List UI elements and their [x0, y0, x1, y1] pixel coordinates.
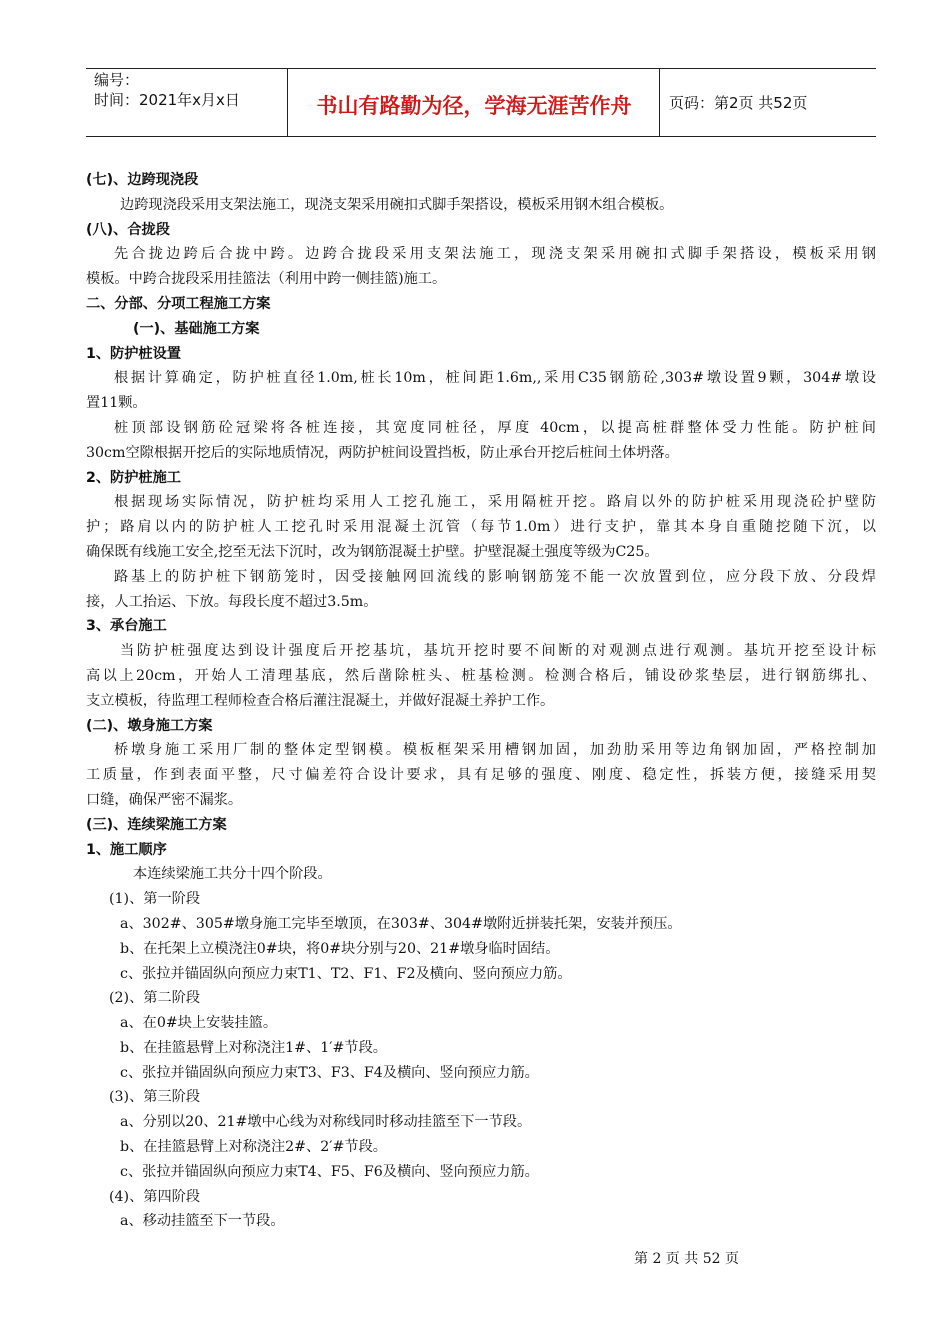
stage-heading: (2)、第二阶段 — [109, 990, 201, 1007]
paragraph-line: 根据现场实际情况，防护桩均采用人工挖孔施工，采用隔桩开挖。路肩以外的防护桩采用现浇砼护壁防 — [114, 494, 876, 511]
stage-step: a、分别以20、21#墩中心线为对称线同时移动挂篮至下一节段。 — [120, 1114, 532, 1131]
paragraph-line: 接，人工抬运、下放。每段长度不超过3.5m。 — [86, 593, 378, 610]
doc-number-label: 编号： — [94, 71, 140, 89]
stage-step: b、在挂篮悬臂上对称浇注1#、1′#节段。 — [120, 1039, 387, 1056]
header-divider-left — [287, 68, 288, 136]
paragraph-line: 边跨现浇段采用支架法施工，现浇支架采用碗扣式脚手架搭设，模板采用钢木组合模板。 — [120, 196, 674, 213]
header-meta — [94, 70, 240, 110]
header-page-number: 页码：第2页 共52页 — [669, 94, 808, 112]
paragraph-line: 高以上20cm，开始人工清理基底，然后凿除桩头、桩基检测。检测合格后，铺设砂浆垫层，进行钢筋绑扎、 — [86, 667, 876, 684]
doc-time-label: 时间：2021年x月x日 — [94, 91, 240, 109]
stage-step: c、张拉并锚固纵向预应力束T4、F5、F6及横向、竖向预应力筋。 — [120, 1163, 539, 1180]
item-heading: 3、承台施工 — [86, 618, 167, 635]
paragraph-line: 桩顶部设钢筋砼冠梁将各桩连接，其宽度同桩径，厚度 40cm，以提高桩群整体受力性能。防护桩间 — [114, 419, 876, 436]
paragraph-line: 本连续梁施工共分十四个阶段。 — [133, 866, 332, 883]
subsection-heading: (一)、基础施工方案 — [133, 320, 260, 337]
chapter-heading: 二、分部、分项工程施工方案 — [86, 295, 271, 312]
stage-step: c、张拉并锚固纵向预应力束T3、F3、F4及横向、竖向预应力筋。 — [120, 1064, 539, 1081]
paragraph-line: 桥墩身施工采用厂制的整体定型钢模。模板框架采用槽钢加固，加劲肋采用等边角钢加固，严格控制加 — [114, 742, 876, 759]
header-bottom-rule — [86, 136, 876, 137]
paragraph-line: 根据计算确定，防护桩直径1.0m,桩长10m，桩间距1.6m,,采用C35钢筋砼,303#墩设置9颗，304#墩设 — [114, 370, 876, 387]
paragraph-line: 先合拢边跨后合拢中跨。边跨合拢段采用支架法施工，现浇支架采用碗扣式脚手架搭设，模板采用钢 — [114, 246, 876, 263]
paragraph-line: 护；路肩以内的防护桩人工挖孔时采用混凝土沉管（每节1.0m）进行支护，靠其本身自重随挖随下沉，以 — [86, 519, 876, 536]
paragraph-line: 支立模板，待监理工程师检查合格后灌注混凝土，并做好混凝土养护工作。 — [86, 692, 555, 709]
stage-heading: (4)、第四阶段 — [109, 1188, 201, 1205]
document-body — [86, 168, 876, 1234]
paragraph-line: 置11颗。 — [86, 395, 147, 412]
stage-step: a、在0#块上安装挂篮。 — [120, 1015, 278, 1032]
footer-page-number: 第 2 页 共 52 页 — [634, 1251, 739, 1267]
stage-heading: (3)、第三阶段 — [109, 1089, 201, 1106]
paragraph-line: 当防护桩强度达到设计强度后开挖基坑，基坑开挖时要不间断的对观测点进行观测。基坑开挖至设计标 — [120, 643, 876, 660]
stage-step: c、张拉并锚固纵向预应力束T1、T2、F1、F2及横向、竖向预应力筋。 — [120, 965, 572, 982]
paragraph-line: 30cm空隙根据开挖后的实际地质情况，两防护桩间设置挡板，防止承台开挖后桩间土体坍落。 — [86, 444, 679, 461]
paragraph-line: 模板。中跨合拢段采用挂篮法（利用中跨一侧挂篮)施工。 — [86, 271, 447, 288]
paragraph-line: 口缝，确保严密不漏浆。 — [86, 791, 243, 808]
stage-step: a、移动挂篮至下一节段。 — [120, 1213, 285, 1230]
stage-step: b、在挂篮悬臂上对称浇注2#、2′#节段。 — [120, 1139, 387, 1156]
stage-step: b、在托架上立模浇注0#块，将0#块分别与20、21#墩身临时固结。 — [120, 940, 560, 957]
stage-heading: (1)、第一阶段 — [109, 891, 201, 908]
item-heading: 1、施工顺序 — [86, 841, 167, 858]
subsection-heading: (三)、连续梁施工方案 — [86, 816, 227, 833]
header-motto: 书山有路勤为径，学海无涯苦作舟 — [316, 94, 632, 118]
subsection-heading: (二)、墩身施工方案 — [86, 717, 213, 734]
header-top-rule — [86, 68, 876, 69]
paragraph-line: 路基上的防护桩下钢筋笼时，因受接触网回流线的影响钢筋笼不能一次放置到位，应分段下放、分段焊 — [114, 568, 876, 585]
paragraph-line: 工质量，作到表面平整，尺寸偏差符合设计要求，具有足够的强度、刚度、稳定性，拆装方便，接缝采用契 — [86, 767, 876, 784]
item-heading: 2、防护桩施工 — [86, 469, 181, 486]
paragraph-line: 确保既有线施工安全,挖至无法下沉时，改为钢筋混凝土护壁。护壁混凝土强度等级为C25。 — [86, 543, 659, 560]
stage-step: a、302#、305#墩身施工完毕至墩顶，在303#、304#墩附近拼装托架，安装并预压。 — [120, 915, 682, 932]
section-heading: (八)、合拢段 — [86, 221, 170, 238]
section-heading: (七)、边跨现浇段 — [86, 172, 199, 188]
item-heading: 1、防护桩设置 — [86, 345, 181, 362]
header-divider-right — [659, 68, 660, 136]
